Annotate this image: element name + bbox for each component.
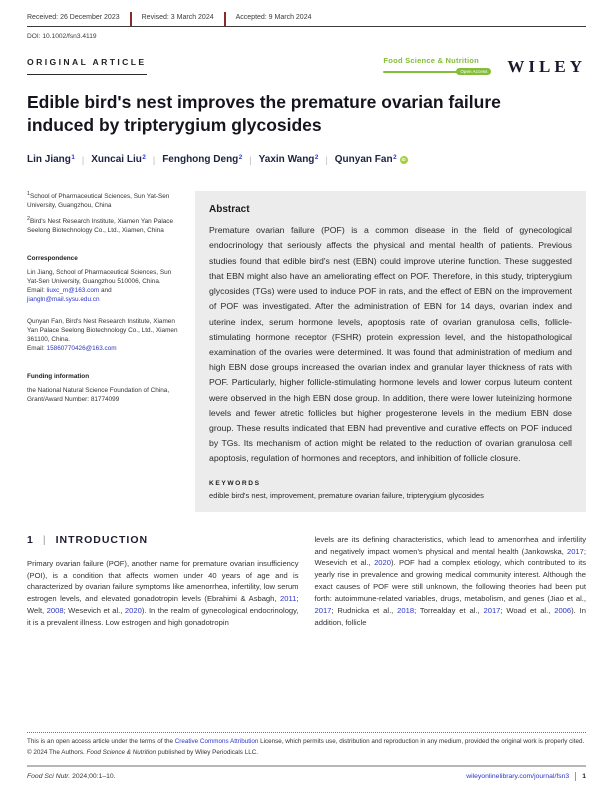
wiley-logo[interactable]: WILEY (507, 57, 586, 76)
correspondence-heading: Correspondence (27, 255, 78, 263)
brand-row (27, 56, 586, 75)
orcid-icon[interactable]: iD (401, 157, 406, 163)
journal-logo-rule (383, 71, 458, 73)
page-bottom (27, 732, 586, 781)
article-title: Edible bird's nest improves the premature ovarian failure induced by tripterygium glycosides (27, 92, 501, 136)
dates-row (27, 12, 586, 27)
author-link[interactable]: Xuncai Liu 2 (91, 154, 146, 166)
author-separator: | (249, 154, 252, 165)
main-content (27, 191, 586, 512)
keywords-heading: KEYWORDS (209, 479, 261, 487)
article-type-label: ORIGINAL ARTICLE (27, 57, 147, 75)
affiliation-2: $^2$Bird's Nest Research Institute, Xiamen Yan Palace Seelong Biotechnology Co., Ltd., Xiamen, China (27, 216, 174, 235)
intro-right-column (315, 534, 587, 629)
abstract-heading: Abstract (209, 204, 250, 216)
affiliation-sup: 1 (71, 154, 75, 162)
author-link[interactable]: Qunyan Fan 2 (334, 154, 397, 166)
intro-paragraph-right: levels are its defining characteristics, which lead to amenorrhea and infertility and negatively impact women's physical and mental health (Jankowska, 2017; Wesevich et al., 2020). POF had a complex etiology, which contributed to its yearly rise in prevalence and growing medical community interest. Although the exact causes of POF were still unknown, the following theories had been put forth: autoimmune-related variables, drugs, metabolism, and genes (Jiao et al., 2017; Rudnicka et al., 2018; Torrealday et al., 2017; Woad et al., 2006). In addition, follicle (314, 534, 586, 627)
section-heading (27, 534, 299, 546)
journal-logo[interactable] (383, 56, 491, 75)
accepted-date: Accepted: 9 March 2024 (235, 14, 312, 21)
intro-paragraph-left: Primary ovarian failure (POF), another name for premature ovarian insufficiency (POI), is a condition that affects women under 40 years of age and is characterized by ovarian failure symptoms like amenorrhea, infertility, low serum estrogen levels, and elevated gonadotropin levels (Ebrahimi & Asbagh, 2011; Welt, 2008; Wesevich et al., 2020). In the realm of gynecological endocrinology, it is a prevalent illness. Low estrogen and high gonadotropin (27, 558, 299, 627)
author-link[interactable]: Fenghong Deng 2 (162, 154, 243, 166)
footer-divider (575, 772, 576, 781)
date-separator (224, 12, 226, 26)
correspondence-2: Qunyan Fan, Bird's Nest Research Institute, Xiamen Yan Palace Seelong Biotechnology Co., Ltd., Xiamen 361100, China. Email: 15860770426@163.com (27, 318, 178, 353)
journal-name: Food Science & Nutrition (383, 56, 479, 65)
footer-bar (27, 765, 586, 781)
received-date: Received: 26 December 2023 (27, 14, 120, 21)
keywords-text: edible bird's nest, improvement, premature ovarian failure, tripterygium glycosides (209, 490, 484, 500)
author-link[interactable]: Yaxin Wang 2 (258, 154, 319, 166)
affiliation-sup: 2 (393, 154, 397, 162)
affiliation-sup: 2 (238, 154, 243, 162)
intro-left-column (27, 534, 299, 629)
author-link[interactable]: Lin Jiang 1 (27, 154, 75, 166)
abstract-box (195, 191, 586, 512)
author-separator: | (325, 154, 328, 165)
revised-date: Revised: 3 March 2024 (141, 14, 214, 21)
introduction-section (27, 534, 586, 629)
left-rail (27, 191, 179, 512)
journal-url-link[interactable]: wileyonlinelibrary.com/journal/fsn3 (466, 773, 570, 780)
journal-citation: Food Sci Nutr. 2024;00:1–10. (27, 773, 116, 780)
copyright-note: © 2024 The Authors. Food Science & Nutrition published by Wiley Periodicals LLC. (27, 749, 259, 756)
authors-row (27, 154, 586, 165)
author-separator: | (152, 154, 156, 165)
open-access-badge: Open Access (456, 68, 491, 75)
date-separator (130, 12, 132, 26)
affiliation-sup: 2 (142, 154, 146, 162)
author-separator: | (81, 154, 85, 165)
section-divider: | (42, 533, 47, 546)
section-number: 1 (27, 533, 34, 546)
funding-text: the National Natural Science Foundation of China, Grant/Award Number: 81774099 (27, 387, 170, 403)
open-access-note: This is an open access article under the terms of the Creative Commons Attribution License, which permits use, distribution and reproduction in any medium, provided the original work is properly cited. (27, 732, 586, 747)
funding-heading: Funding information (27, 373, 90, 381)
abstract-text: Premature ovarian failure (POF) is a common disease in the field of gynecological endocrinology that seriously affects the physical and mental health of patients. Previous studies found that edible bird's nest (EBN) could improve uterine function. These suggested that EBN might also have an ameliorating effect on POF. Therefore, in this study, tripterygium glycosides (TGs) were used to induce POF in rats, and the effect of EBN on the improvement of POF was investigated. After the administration of EBN for 14 days, ovarian index and uterine index, serum hormone levels, apoptosis rate of ovarian granulosa cells, follicle-stimulating hormone receptor (FSHR) protein expression level, and the histopathological examination of the ovaries were determined. It was found that administration of medium and high EBN dose groups increased the ovarian index and granular layer thickness of rats with POF. Particularly, higher follicle-stimulating hormone levels and lower corpus luteum content were observed in the high EBN dose group. In addition, there were lower luteinizing hormone levels and fewer atretic follicles but higher progesterone levels in the medium EBN dose group. These results indicated that EBN had preventive and curative effects on POF induced by TGs. Its mechanism of action might be related to the reduction of ovarian granulosa cell apoptosis, regulation of hormones and receptors, and inhibition of follicle closure. (209, 225, 572, 464)
affiliation-1: $^1$School of Pharmaceutical Sciences, Sun Yat-Sen University, Guangzhou, China (27, 191, 170, 210)
affiliation-sup: 2 (314, 154, 319, 162)
section-label: INTRODUCTION (55, 533, 149, 546)
doi: DOI: 10.1002/fsn3.4119 (27, 33, 97, 40)
correspondence-1: Lin Jiang, School of Pharmaceutical Sciences, Sun Yat-Sen University, Guangzhou 510006, China. Email: liuxc_m@163.com and jiangln@mail.sysu.edu.cn (27, 269, 172, 304)
page-number: 1 (582, 773, 586, 780)
